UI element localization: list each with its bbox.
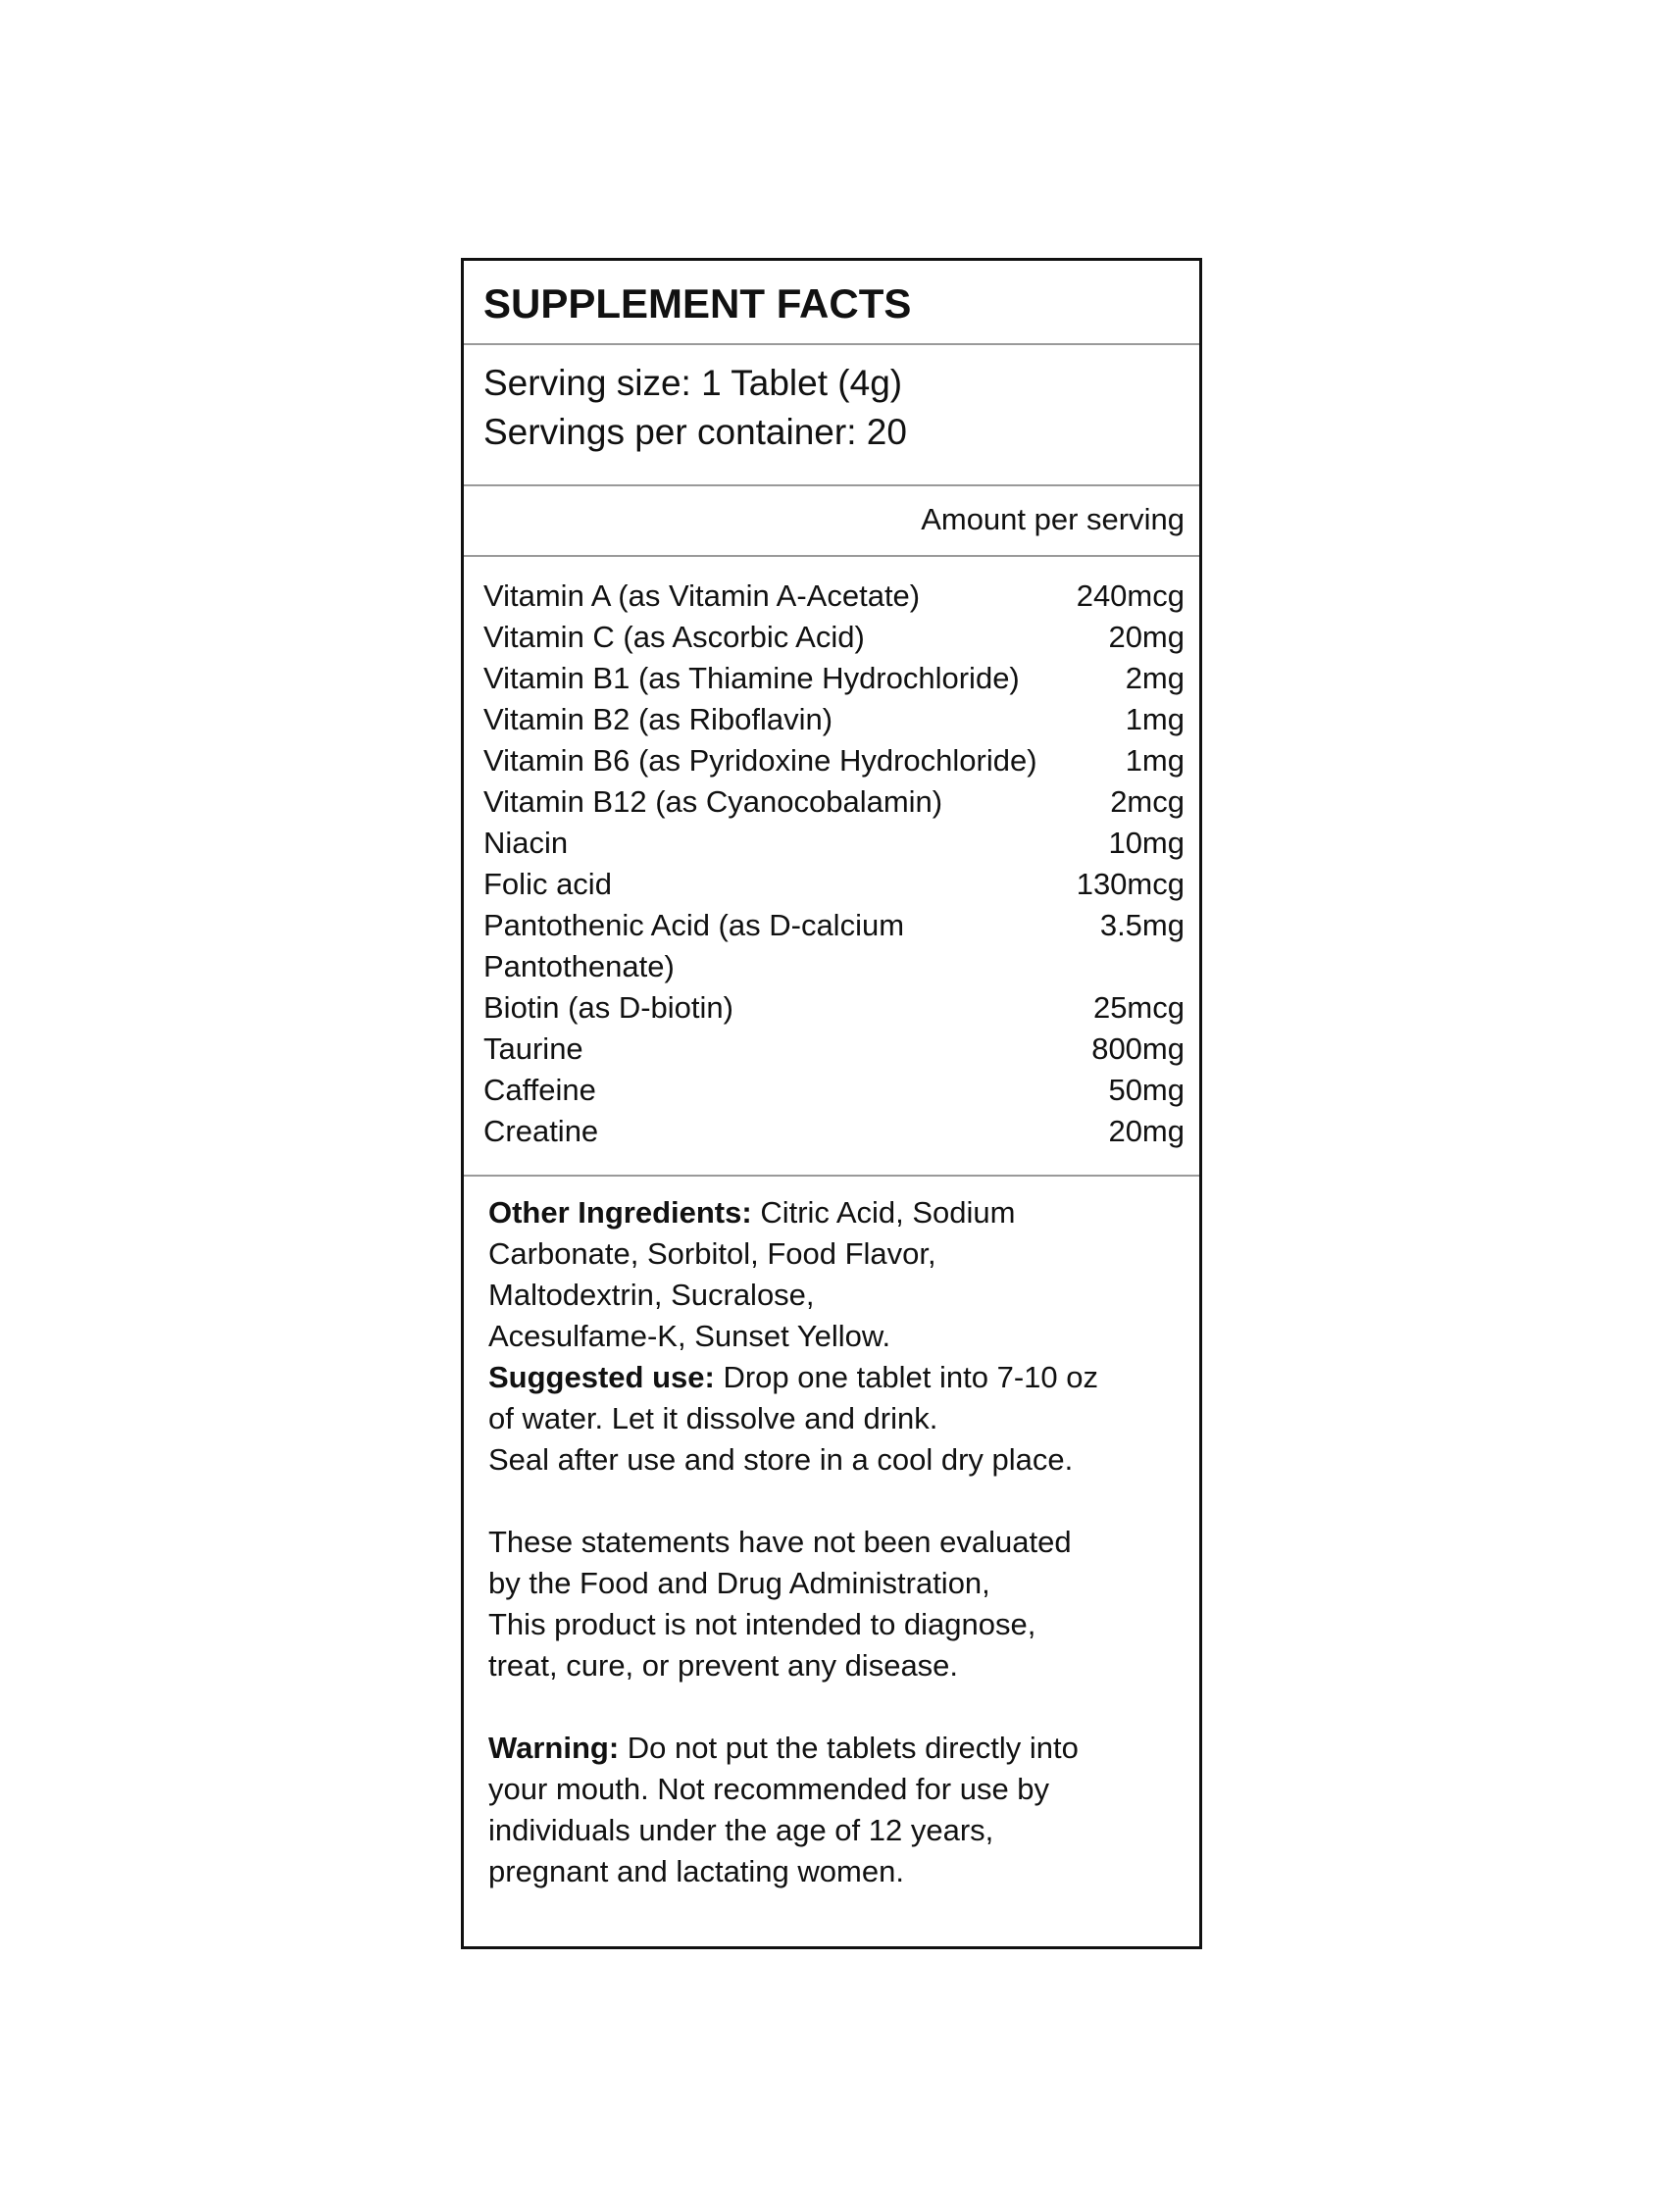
nutrient-row [483, 1029, 1185, 1070]
nutrient-list [483, 576, 1185, 1152]
warning-text: individuals under the age of 12 years, [488, 1813, 994, 1847]
nutrient-row [483, 987, 1185, 1029]
other-ingredients-text: Acesulfame-K, Sunset Yellow. [488, 1319, 891, 1353]
nutrient-name: Vitamin A (as Vitamin A-Acetate) [483, 578, 921, 613]
nutrient-row [483, 864, 1185, 905]
servings-per-container: Servings per container: 20 [483, 412, 907, 452]
suggested-use-text: Drop one tablet into 7-10 oz [714, 1360, 1099, 1394]
nutrient-row [483, 658, 1185, 699]
disclaimer-text: by the Food and Drug Administration, [488, 1566, 990, 1600]
nutrient-name: Biotin (as D-biotin) [483, 990, 733, 1025]
nutrient-amount: 1mg [1125, 702, 1185, 736]
title-section [464, 261, 1199, 345]
label-title: SUPPLEMENT FACTS [483, 280, 912, 327]
warning-text: your mouth. Not recommended for use by [488, 1772, 1050, 1806]
nutrient-name: Vitamin B1 (as Thiamine Hydrochloride) [483, 661, 1020, 695]
nutrient-table [464, 555, 1199, 1177]
suggested-use-text: Seal after use and store in a cool dry place. [488, 1442, 1074, 1477]
nutrient-name: Vitamin B2 (as Riboflavin) [483, 702, 833, 736]
nutrient-amount: 50mg [1108, 1073, 1185, 1107]
nutrient-amount: 20mg [1108, 1114, 1185, 1148]
other-ingredients-label: Other Ingredients: [488, 1195, 752, 1230]
serving-size: Serving size: 1 Tablet (4g) [483, 363, 903, 403]
nutrient-amount: 10mg [1108, 826, 1185, 860]
warning-label: Warning: [488, 1731, 620, 1765]
nutrient-name: Niacin [483, 826, 569, 860]
nutrient-amount: 25mcg [1092, 990, 1185, 1025]
disclaimer-text: This product is not intended to diagnose, [488, 1607, 1036, 1641]
warning-text: Do not put the tablets directly into [619, 1731, 1079, 1765]
other-ingredients-text: Carbonate, Sorbitol, Food Flavor, [488, 1236, 936, 1271]
disclaimer-text: These statements have not been evaluated [488, 1525, 1072, 1559]
nutrient-row [483, 1111, 1185, 1152]
nutrient-amount: 3.5mg [1099, 908, 1185, 942]
nutrient-name: Caffeine [483, 1073, 596, 1107]
disclaimer-text: treat, cure, or prevent any disease. [488, 1648, 959, 1683]
nutrient-name: Folic acid [483, 867, 612, 901]
nutrient-amount: 240mcg [1076, 578, 1185, 613]
other-ingredients [488, 1192, 1194, 1357]
nutrient-name: Vitamin B12 (as Cyanocobalamin) [483, 784, 943, 819]
suggested-use-text: of water. Let it dissolve and drink. [488, 1401, 938, 1435]
nutrient-amount: 2mg [1125, 661, 1185, 695]
other-ingredients-text: Citric Acid, Sodium [751, 1195, 1016, 1230]
nutrient-row [483, 740, 1185, 781]
suggested-use [488, 1357, 1194, 1481]
nutrient-row [483, 617, 1185, 658]
nutrient-amount: 800mg [1091, 1031, 1185, 1066]
nutrient-amount: 20mg [1108, 620, 1185, 654]
nutrient-amount: 1mg [1125, 743, 1185, 778]
serving-section [464, 343, 1199, 486]
warning-text: pregnant and lactating women. [488, 1854, 904, 1888]
nutrient-row [483, 905, 1185, 987]
suggested-use-label: Suggested use: [488, 1360, 715, 1394]
nutrient-row [483, 699, 1185, 740]
nutrient-row [483, 576, 1185, 617]
warning [488, 1728, 1194, 1892]
other-ingredients-text: Maltodextrin, Sucralose, [488, 1278, 815, 1312]
fda-disclaimer [488, 1522, 1194, 1686]
nutrient-name: Creatine [483, 1114, 599, 1148]
amount-per-serving-header: Amount per serving [921, 502, 1185, 536]
amount-header-section [464, 484, 1199, 557]
nutrient-row [483, 1070, 1185, 1111]
nutrient-row [483, 823, 1185, 864]
info-section [464, 1175, 1199, 1946]
nutrient-name: Vitamin C (as Ascorbic Acid) [483, 620, 865, 654]
nutrient-amount: 2mcg [1110, 784, 1185, 819]
nutrient-amount: 130mcg [1076, 867, 1185, 901]
nutrient-name: Pantothenic Acid (as D-calcium Pantothenate) [483, 908, 905, 983]
nutrient-name: Vitamin B6 (as Pyridoxine Hydrochloride) [483, 743, 1037, 778]
supplement-facts-label [461, 258, 1202, 1949]
nutrient-name: Taurine [483, 1031, 583, 1066]
nutrient-row [483, 781, 1185, 823]
